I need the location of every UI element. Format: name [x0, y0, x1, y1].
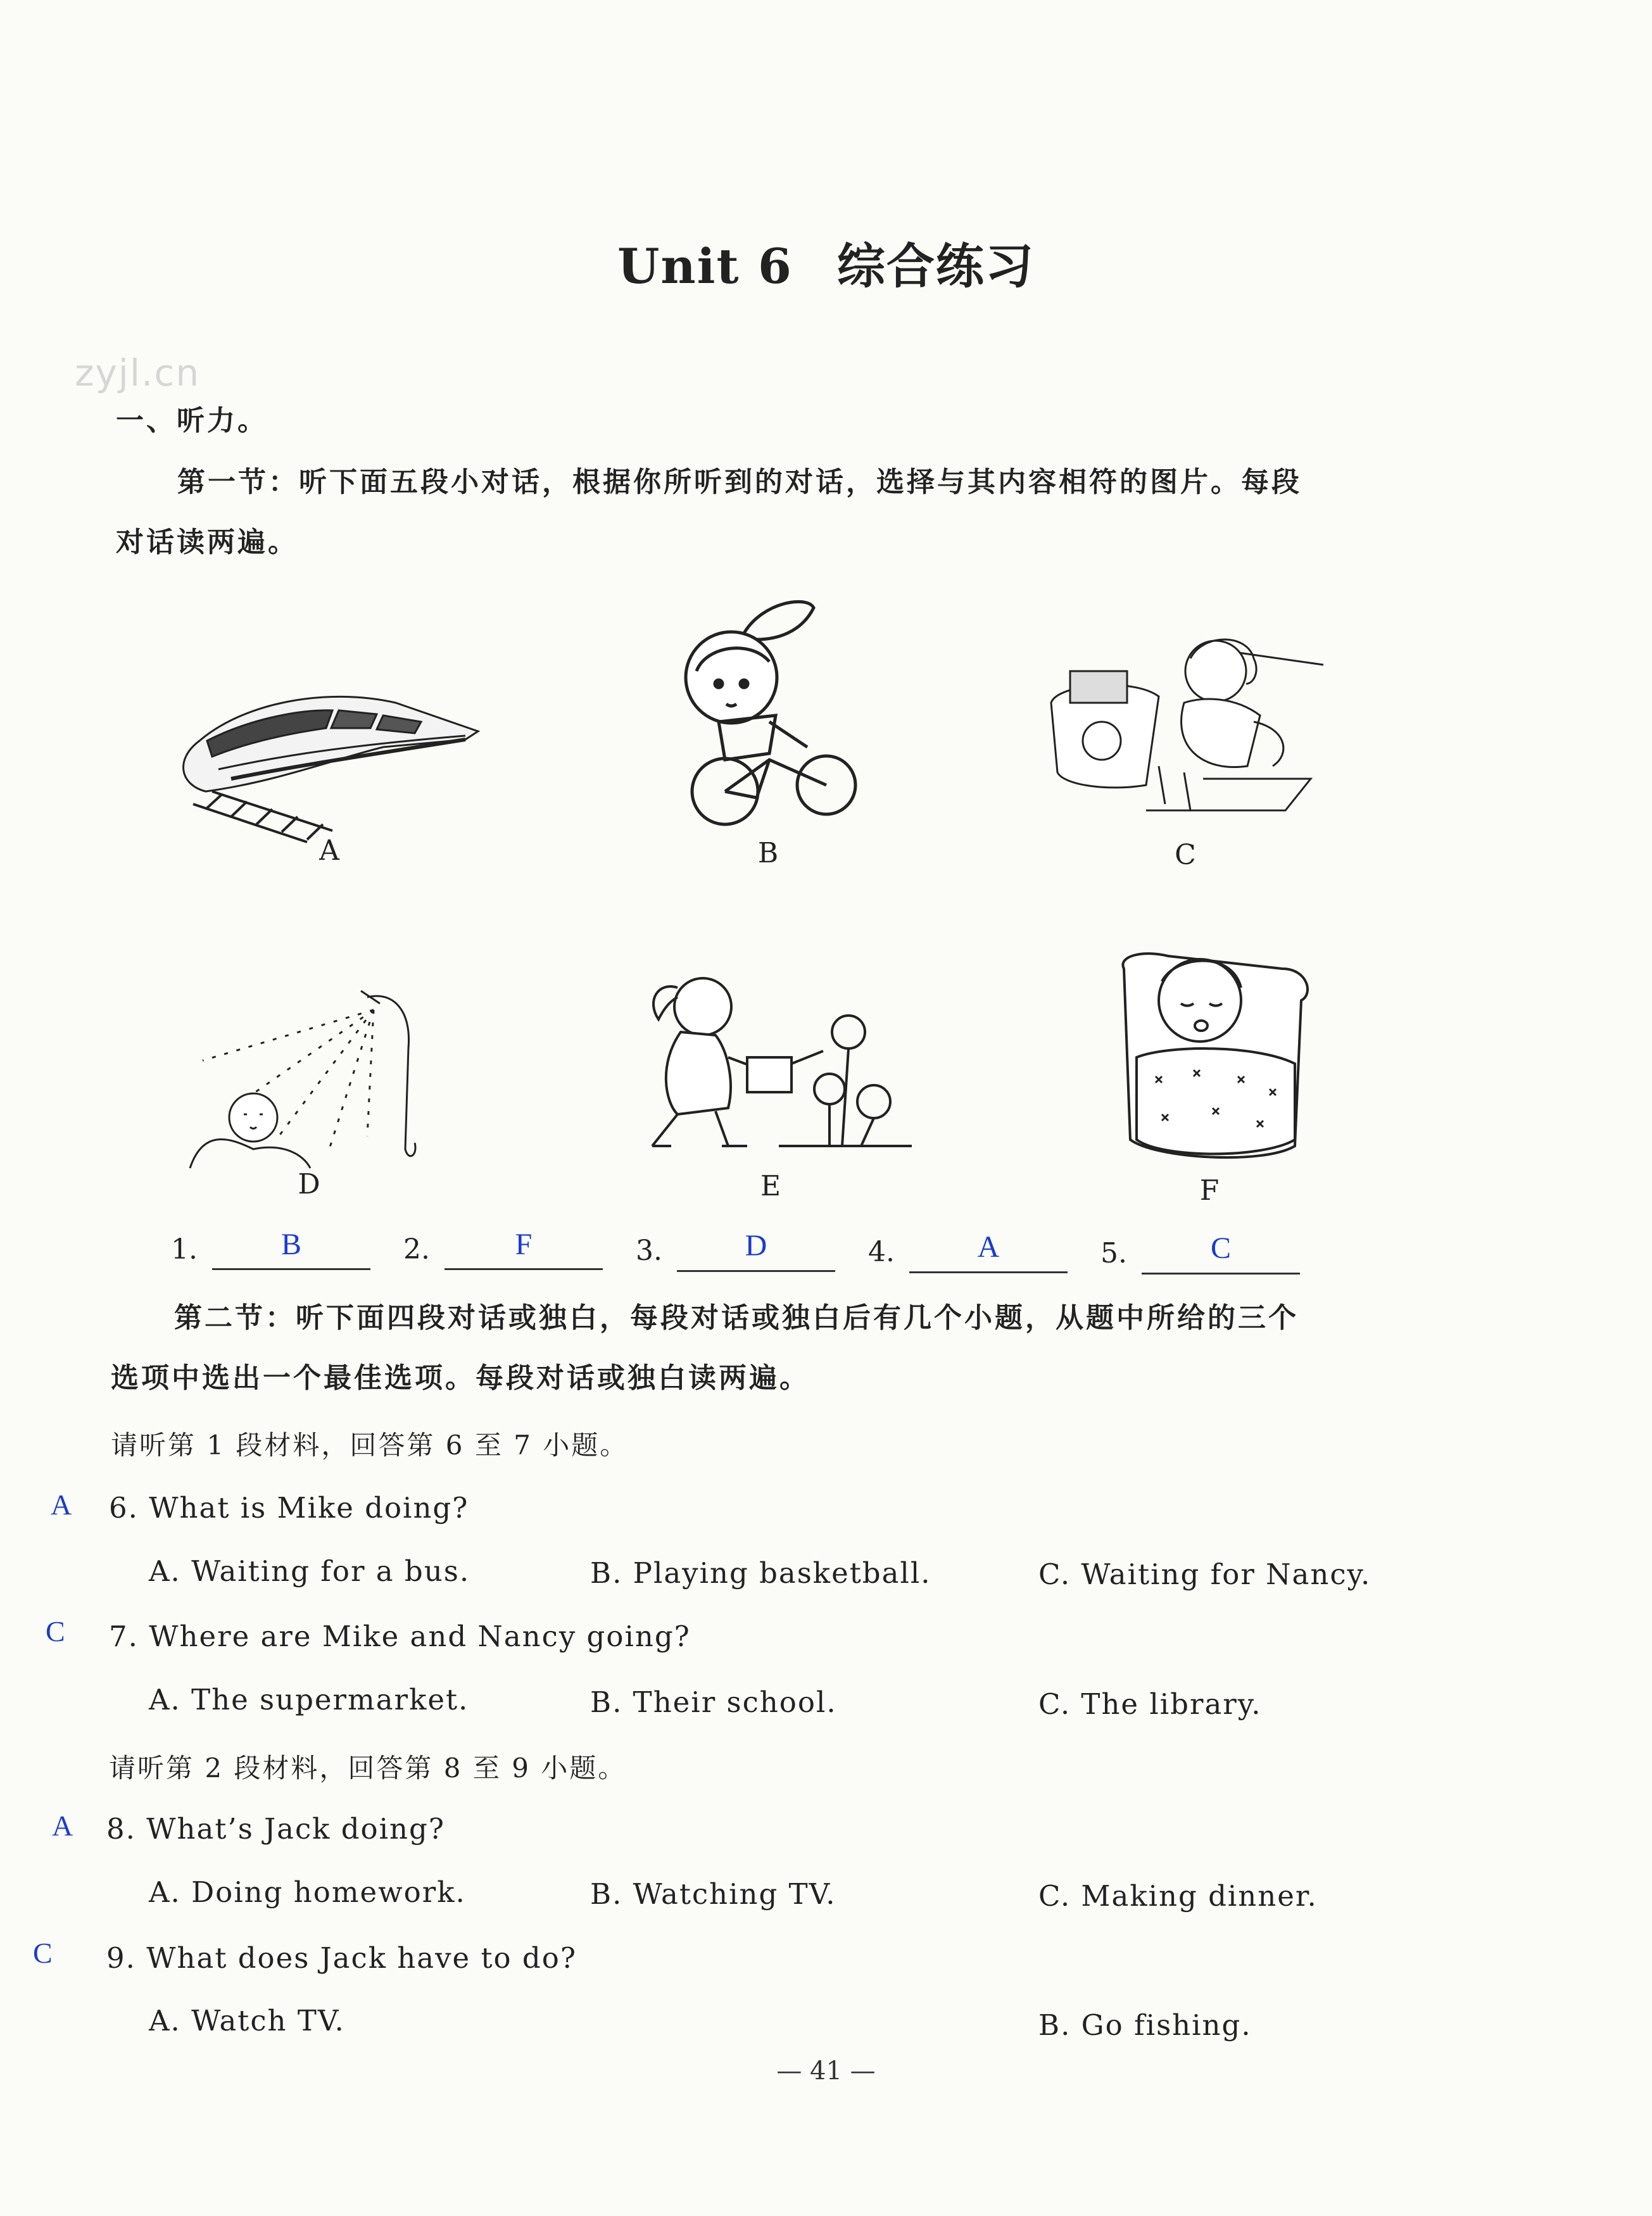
picture-caption-a: A	[319, 834, 339, 867]
question-7-text: Where are Mike and Nancy going?	[149, 1620, 691, 1653]
material-2-prompt: 请听第 2 段材料，回答第 8 至 9 小题。	[109, 1753, 627, 1784]
question-7-option-c[interactable]: C. The library.	[1038, 1687, 1262, 1721]
picture-caption-e: E	[760, 1170, 781, 1202]
question-6-option-b[interactable]: B. Playing basketball.	[590, 1556, 931, 1590]
slot-answer-2[interactable]: F	[515, 1228, 533, 1261]
slot-answer-1[interactable]: B	[281, 1228, 301, 1261]
picture-caption-b: B	[757, 837, 779, 869]
slot-number-5: 5.	[1100, 1237, 1127, 1269]
question-8-mark: A	[52, 1810, 73, 1842]
slot-answer-5[interactable]: C	[1210, 1231, 1231, 1265]
answer-blank-3	[677, 1270, 835, 1272]
slot-number-1: 1.	[171, 1233, 198, 1266]
title-subtitle: 综合练习	[836, 238, 1035, 294]
slot-number-3: 3.	[636, 1235, 662, 1267]
question-6-mark: A	[51, 1489, 72, 1521]
part2-instruction-line2: 选项中选出一个最佳选项。每段对话或独白读两遍。	[111, 1362, 810, 1394]
question-7-option-b[interactable]: B. Their school.	[590, 1685, 837, 1719]
part1-instruction	[177, 453, 1602, 512]
material-1-prompt: 请听第 1 段材料，回答第 6 至 7 小题。	[111, 1430, 629, 1461]
question-7-number: 7.	[109, 1620, 139, 1653]
question-9-option-b[interactable]: B. Go fishing.	[1038, 2008, 1252, 2042]
question-6-option-a[interactable]: A. Waiting for a bus.	[149, 1554, 470, 1588]
question-8-number: 8.	[106, 1812, 136, 1846]
question-7-mark: C	[46, 1615, 65, 1647]
slot-number-2: 2.	[403, 1233, 430, 1266]
girl-riding-bike-icon	[681, 595, 864, 829]
part2-instruction-line1: 第二节：听下面四段对话或独白，每段对话或独白后有几个小题，从题中所给的三个	[174, 1302, 1299, 1334]
picture-caption-d: D	[298, 1168, 320, 1200]
slot-number-4: 4.	[868, 1236, 895, 1268]
answer-blank-4	[909, 1271, 1068, 1273]
question-8-option-c[interactable]: C. Making dinner.	[1038, 1879, 1318, 1913]
picture-caption-f: F	[1199, 1174, 1220, 1207]
part1-instruction-line1: 第一节：听下面五段小对话，根据你所听到的对话，选择与其内容相符的图片。每段	[177, 466, 1302, 498]
section-heading: 一、听力。	[116, 405, 268, 437]
girl-watering-flowers-icon	[633, 962, 918, 1152]
question-9-mark: C	[33, 1937, 53, 1969]
question-6	[109, 1491, 469, 1525]
question-6-option-c[interactable]: C. Waiting for Nancy.	[1038, 1558, 1371, 1591]
question-6-number: 6.	[109, 1491, 139, 1525]
answer-blank-2	[445, 1268, 603, 1270]
answer-blank-5	[1142, 1273, 1300, 1275]
part1-instruction-line2: 对话读两遍。	[116, 526, 298, 558]
question-8-option-b[interactable]: B. Watching TV.	[590, 1877, 836, 1911]
question-8	[106, 1812, 445, 1846]
woman-on-phone-icon	[1045, 633, 1323, 829]
answer-blank-1	[212, 1268, 370, 1270]
train-icon	[168, 665, 484, 836]
question-8-option-a[interactable]: A. Doing homework.	[149, 1875, 466, 1909]
question-9-number: 9.	[106, 1941, 136, 1975]
slot-answer-4[interactable]: A	[977, 1230, 1000, 1264]
question-8-text: What’s Jack doing?	[146, 1812, 445, 1846]
page-number: — 41 —	[776, 2056, 876, 2086]
boy-sleeping-icon	[1105, 931, 1320, 1165]
question-6-text: What is Mike doing?	[149, 1491, 469, 1525]
slot-answer-3[interactable]: D	[745, 1229, 767, 1262]
question-9	[106, 1941, 577, 1975]
page-title	[0, 228, 1652, 297]
picture-caption-c: C	[1175, 839, 1196, 871]
question-7	[109, 1620, 691, 1653]
title-unit: Unit 6	[617, 238, 793, 294]
question-9-option-a[interactable]: A. Watch TV.	[149, 2004, 345, 2037]
question-9-text: What does Jack have to do?	[146, 1941, 577, 1975]
question-7-option-a[interactable]: A. The supermarket.	[149, 1683, 469, 1716]
boy-showering-icon	[177, 985, 443, 1168]
watermark-text: zyjl.cn	[75, 351, 201, 394]
